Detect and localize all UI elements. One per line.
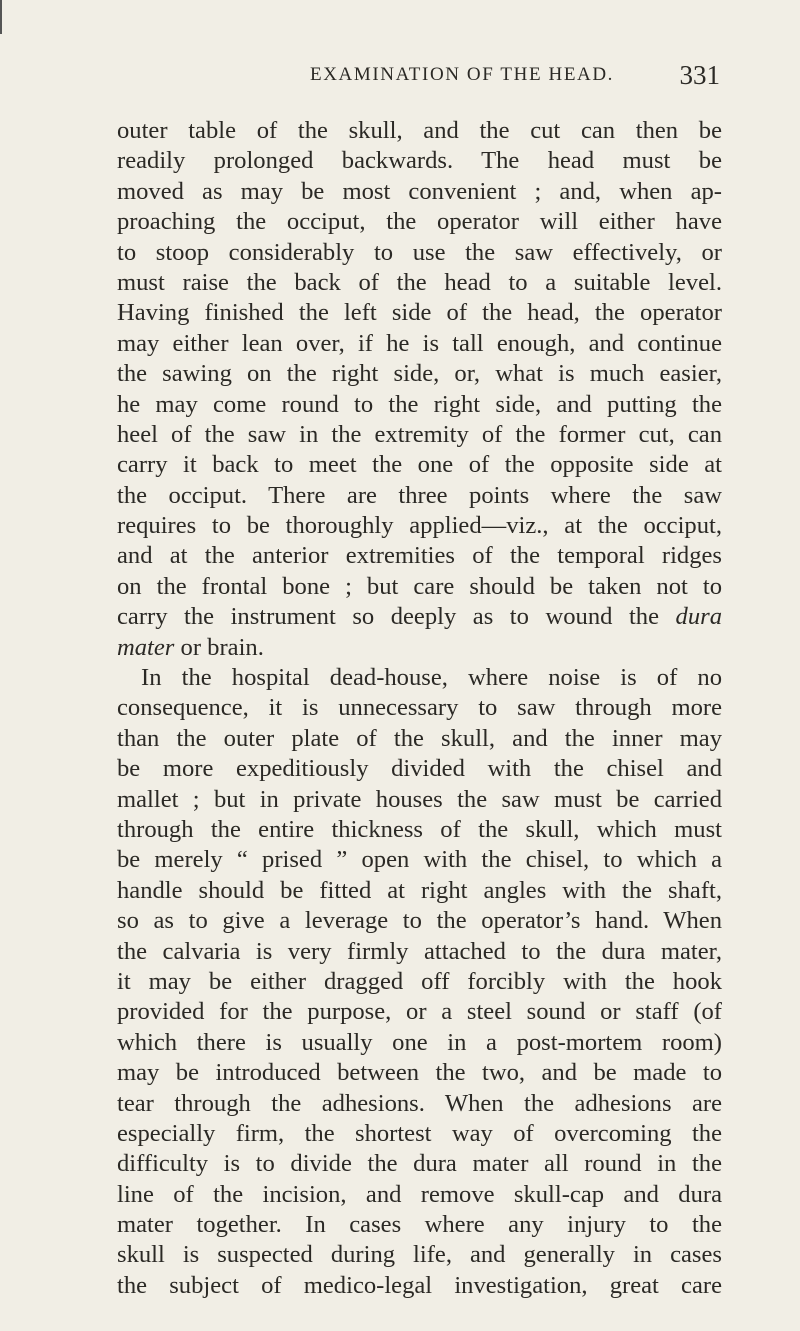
- text-line: Having finished the left side of the head, the operator: [117, 299, 722, 327]
- text-line: the occiput. There are three points where the saw: [117, 481, 722, 509]
- italic-term: dura: [675, 603, 722, 631]
- text-line: consequence, it is unnecessary to saw through more: [117, 694, 722, 722]
- text-line: readily prolonged backwards. The head must be: [117, 147, 722, 175]
- text-line: skull is suspected during life, and generally in cases: [117, 1241, 722, 1269]
- text-line: difficulty is to divide the dura mater all round in the: [117, 1150, 722, 1178]
- text-line: mater together. In cases where any injury to the: [117, 1211, 722, 1239]
- text-line: heel of the saw in the extremity of the former cut, can: [117, 420, 722, 448]
- text-line: through the entire thickness of the skull, which must: [117, 815, 722, 843]
- text-fragment: carry the instrument so deeply as to wound the: [117, 603, 659, 631]
- text-line: may either lean over, if he is tall enough, and continue: [117, 329, 722, 357]
- text-line: proaching the occiput, the operator will either have: [117, 208, 722, 236]
- text-line: mallet ; but in private houses the saw must be carried: [117, 785, 722, 813]
- text-fragment: or brain.: [174, 633, 264, 661]
- text-line: which there is usually one in a post-mortem room): [117, 1028, 722, 1056]
- text-line: carry it back to meet the one of the opposite side at: [117, 451, 722, 479]
- text-line: especially firm, the shortest way of overcoming the: [117, 1119, 722, 1147]
- text-line: tear through the adhesions. When the adhesions are: [117, 1089, 722, 1117]
- text-line: than the outer plate of the skull, and the inner may: [117, 724, 722, 752]
- text-line: outer table of the skull, and the cut can then be: [117, 117, 722, 144]
- text-line: handle should be fitted at right angles with the shaft,: [117, 876, 722, 904]
- italic-term: mater: [117, 633, 175, 661]
- running-head: [120, 60, 720, 94]
- text-line: the calvaria is very firmly attached to the dura mater,: [117, 937, 722, 965]
- text-line: provided for the purpose, or a steel sound or staff (of: [117, 998, 722, 1026]
- text-line: the subject of medico-legal investigation, great care: [117, 1271, 722, 1299]
- text-line: must raise the back of the head to a suitable level.: [117, 268, 722, 296]
- text-line: [117, 633, 722, 663]
- text-line: and at the anterior extremities of the temporal ridges: [117, 542, 722, 570]
- text-line: so as to give a leverage to the operator’s hand. When: [117, 907, 722, 935]
- text-line: moved as may be most convenient ; and, when ap-: [117, 177, 722, 205]
- text-line: be more expeditiously divided with the chisel and: [117, 755, 722, 783]
- running-title: EXAMINATION OF THE HEAD.: [310, 64, 615, 85]
- text-line: In the hospital dead-house, where noise is of no: [141, 664, 722, 692]
- page-number: 331: [679, 60, 720, 90]
- text-line: be merely “ prised ” open with the chisel, to which a: [117, 846, 722, 874]
- text-line: he may come round to the right side, and putting the: [117, 390, 722, 418]
- text-line: requires to be thoroughly applied—viz., at the occiput,: [117, 512, 722, 540]
- page-edge-mark: [0, 0, 2, 34]
- text-line: it may be either dragged off forcibly with the hook: [117, 967, 722, 995]
- text-line: the sawing on the right side, or, what is much easier,: [117, 360, 722, 388]
- text-line: to stoop considerably to use the saw effectively, or: [117, 238, 722, 266]
- text-line: [117, 602, 722, 632]
- text-line: on the frontal bone ; but care should be taken not to: [117, 572, 722, 600]
- text-line: may be introduced between the two, and be made to: [117, 1059, 722, 1087]
- body-text: [117, 116, 722, 1301]
- text-line: line of the incision, and remove skull-cap and dura: [117, 1180, 722, 1208]
